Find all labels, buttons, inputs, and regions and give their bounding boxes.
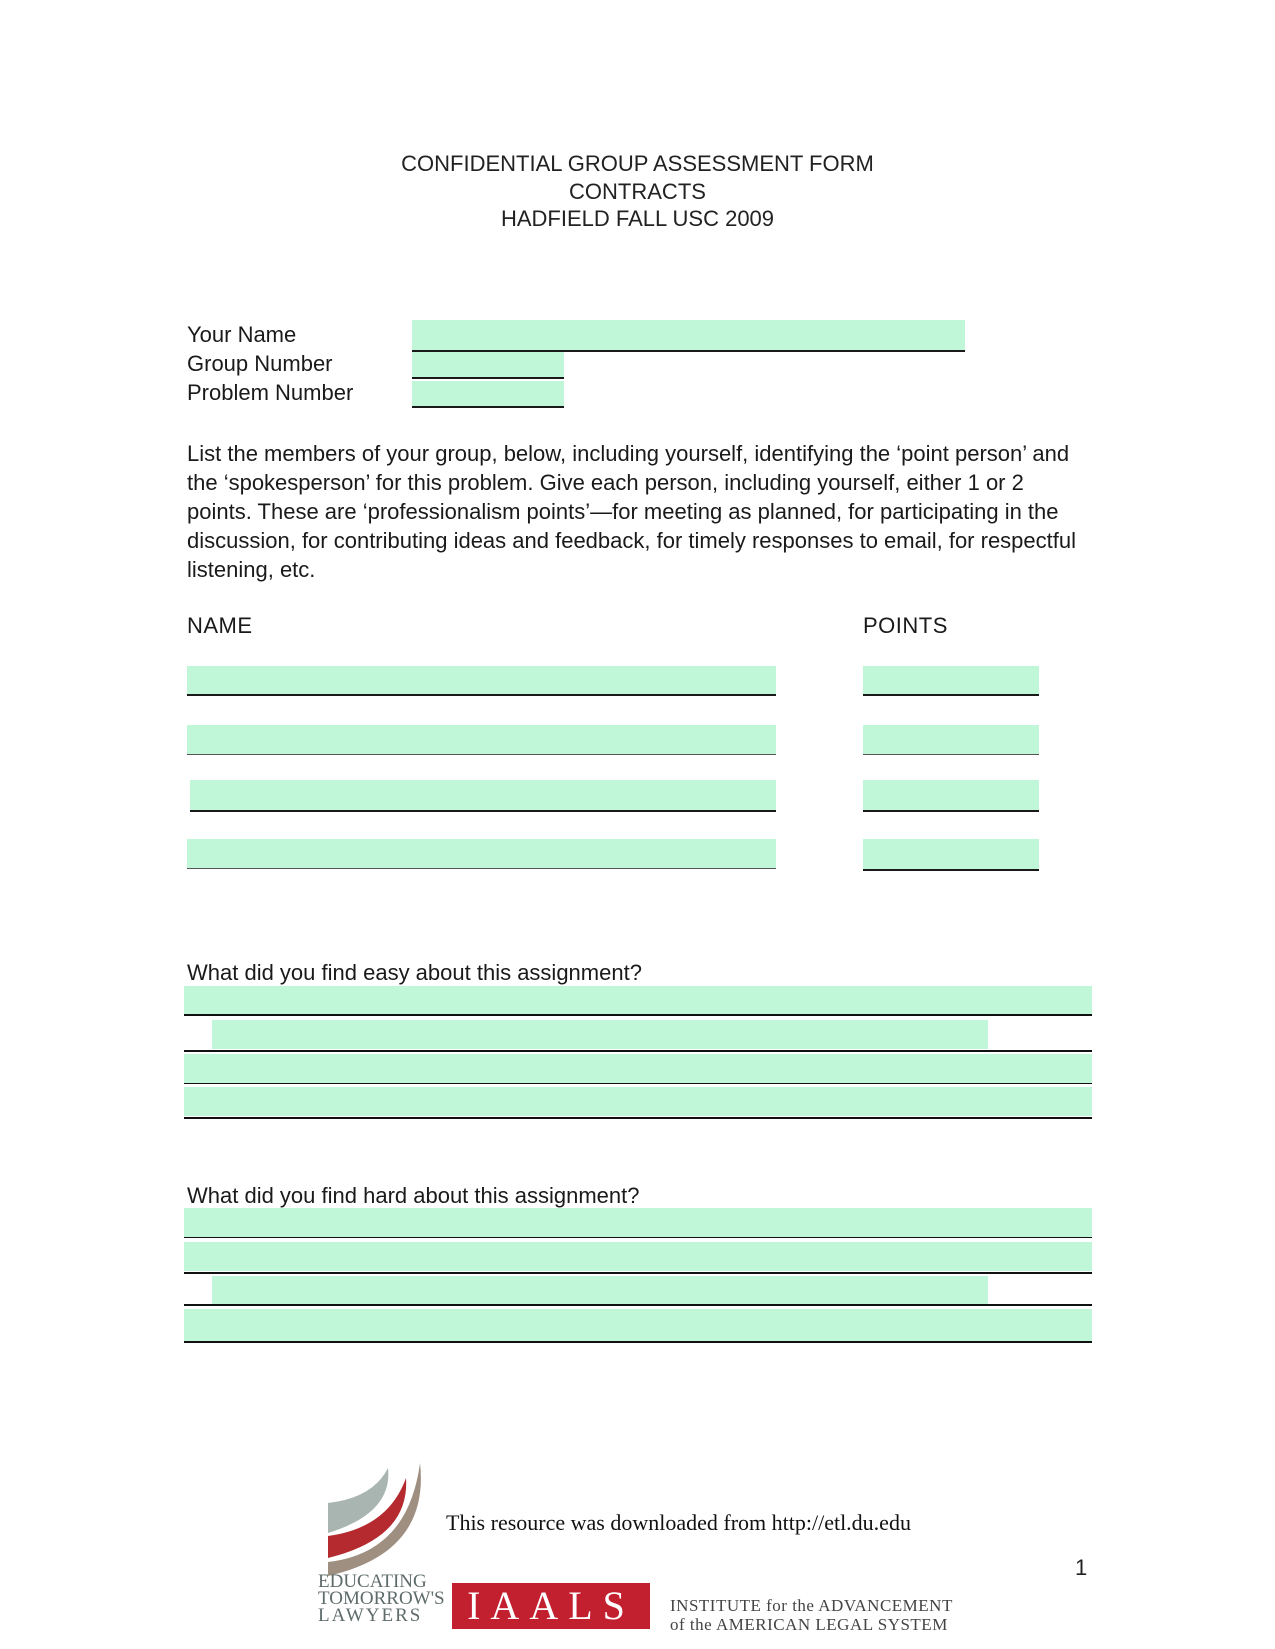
etl-line-2: TOMORROW'S (318, 1588, 445, 1609)
etl-wordmark (318, 1573, 445, 1624)
answer-rule (184, 1272, 1092, 1274)
answer-rule (184, 1014, 1092, 1016)
member-name-field-1[interactable] (187, 666, 776, 696)
hard-answer-line-2[interactable] (184, 1242, 1092, 1271)
institute-line-2: of the AMERICAN LEGAL SYSTEM (670, 1615, 948, 1634)
answer-rule (184, 1083, 1092, 1084)
answer-rule (184, 1341, 1092, 1343)
problem-number-field[interactable] (412, 381, 564, 408)
answer-rule (184, 1304, 1092, 1306)
easy-answer-line-1[interactable] (184, 986, 1092, 1015)
hard-question-label: What did you find hard about this assignment? (187, 1183, 640, 1208)
problem-number-label: Problem Number (187, 380, 354, 405)
easy-question-label: What did you find easy about this assignment? (187, 960, 642, 985)
easy-answer-line-3[interactable] (184, 1054, 1092, 1083)
points-column-header: POINTS (863, 613, 948, 638)
member-name-field-4[interactable] (187, 839, 776, 869)
hard-answer-line-3[interactable] (212, 1276, 988, 1305)
etl-line-1: EDUCATING (318, 1571, 427, 1592)
course-name: CONTRACTS (569, 179, 706, 204)
etl-swoosh-logo (318, 1458, 433, 1578)
iaals-logo: IAALS (452, 1583, 650, 1629)
etl-line-3: LAWYERS (318, 1605, 423, 1626)
download-notice: This resource was downloaded from http://etl.du.edu (446, 1510, 911, 1535)
your-name-label: Your Name (187, 322, 297, 347)
group-number-label: Group Number (187, 351, 333, 376)
form-title: CONFIDENTIAL GROUP ASSESSMENT FORM (401, 151, 874, 176)
answer-rule (184, 1117, 1092, 1119)
institute-name (670, 1596, 953, 1634)
hard-answer-line-4[interactable] (184, 1309, 1092, 1341)
term-label: HADFIELD FALL USC 2009 (500, 206, 775, 231)
your-name-field[interactable] (412, 320, 965, 352)
member-name-field-2[interactable] (187, 725, 776, 755)
member-points-field-3[interactable] (863, 780, 1039, 812)
group-number-field[interactable] (412, 352, 564, 379)
member-points-field-2[interactable] (863, 725, 1039, 755)
answer-rule (184, 1237, 1092, 1238)
member-points-field-1[interactable] (863, 666, 1039, 696)
easy-answer-line-2[interactable] (212, 1020, 988, 1049)
member-points-field-4[interactable] (863, 839, 1039, 871)
instructions-paragraph: List the members of your group, below, including yourself, identifying the ‘point person’ and the ‘spokesperson’ for this problem. Give each person, including yourself, either 1 or 2 points. These are ‘professionalism points’—for meeting as planned, for participating in the discussion, for contributing ideas and feedback, for timely responses to email, for respectful listening, etc. (187, 441, 1077, 582)
page-number: 1 (1075, 1555, 1088, 1580)
member-name-field-3[interactable] (190, 780, 776, 812)
institute-line-1: INSTITUTE for the ADVANCEMENT (670, 1596, 953, 1615)
easy-answer-line-4[interactable] (184, 1087, 1092, 1116)
answer-rule (184, 1050, 1092, 1052)
name-column-header: NAME (187, 613, 253, 638)
hard-answer-line-1[interactable] (184, 1208, 1092, 1237)
